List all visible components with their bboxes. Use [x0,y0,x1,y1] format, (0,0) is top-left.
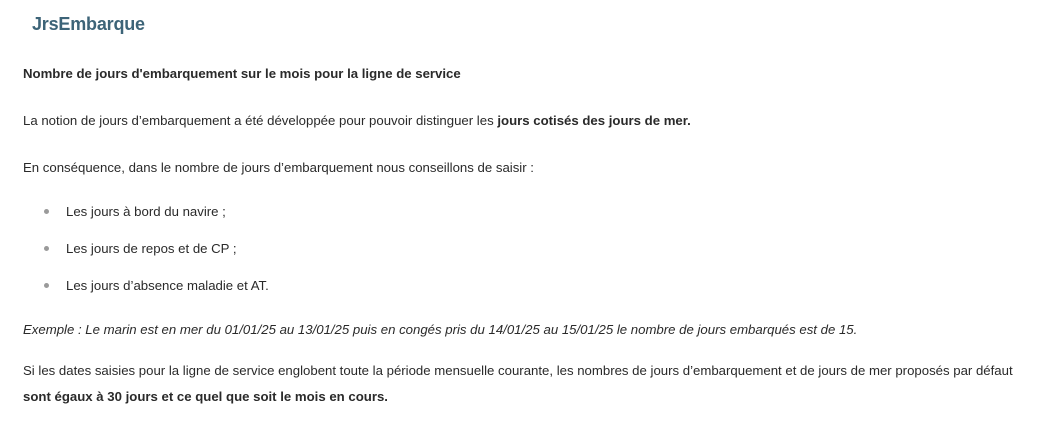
default-values-bold-text: sont égaux à 30 jours et ce quel que soit le mois en cours. [23,389,388,404]
example-paragraph: Exemple : Le marin est en mer du 01/01/25 au 13/01/25 puis en congés pris du 14/01/25 au 15/01/25 le nombre de jours embarqués est de 15. [23,322,858,337]
intro-bold-text: jours cotisés des jours de mer. [497,113,691,128]
intro-paragraph [23,109,1033,132]
list-item-label: Les jours à bord du navire ; [66,204,226,219]
list-item-label: Les jours de repos et de CP ; [66,241,237,256]
advice-paragraph: En conséquence, dans le nombre de jours d’embarquement nous conseillons de saisir : [23,160,534,175]
intro-text: La notion de jours d’embarquement a été développée pour pouvoir distinguer les [23,113,498,128]
help-content [23,62,1033,410]
list-item [23,274,1033,311]
bullet-icon [44,246,49,251]
list-item-label: Les jours d’absence maladie et AT. [66,278,269,293]
list-item [23,237,1033,274]
section-subtitle: Nombre de jours d'embarquement sur le mois pour la ligne de service [23,66,461,81]
bullet-icon [44,209,49,214]
list-item [23,200,1033,237]
default-values-text: Si les dates saisies pour la ligne de service englobent toute la période mensuelle courante, les nombres de jours d’embarquement et de jours de mer proposés par défaut [23,363,1013,378]
default-values-paragraph [23,358,1033,410]
days-list [23,200,1033,311]
bullet-icon [44,283,49,288]
page-title: JrsEmbarque [32,14,145,34]
